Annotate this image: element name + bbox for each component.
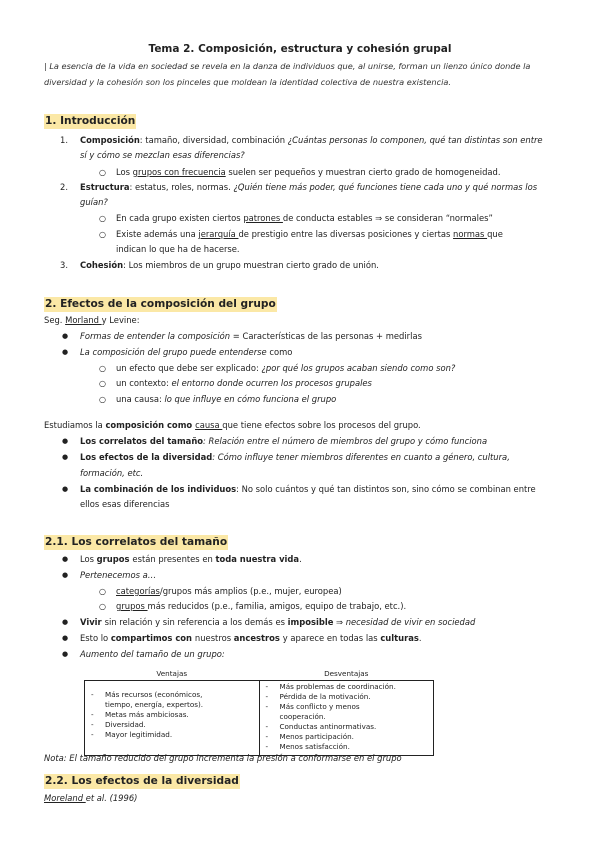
bullet-item: Los efectos de la diversidad: Cómo influye tener miembros diferentes en cuanto a género, cultura, [80, 452, 510, 462]
bullet: ● [62, 571, 69, 579]
desventaja-line: - Más problemas de coordinación. [265, 682, 396, 691]
intro-paragraph: | La esencia de la vida en sociedad se revela en la danza de individuos que, al unirse, forman un lienzo único donde la diversidad y la cohesión son los pinceles que moldean la identidad colectiva de nuestra existencia. [44, 61, 531, 87]
list-number: 3. [60, 260, 68, 270]
list-number: 2. [60, 182, 68, 192]
bullet-item: La combinación de los individuos: No solo cuántos y qué tan distintos son, sino cómo se combinan entre [80, 484, 536, 494]
bullet-item: La composición del grupo puede entenderse como [80, 347, 293, 357]
desventaja-line: - Pérdida de la motivación. [265, 692, 371, 701]
bullet-item: Formas de entender la composición = Características de las personas + medirlas [80, 331, 422, 341]
bullet: ● [62, 437, 69, 445]
section-2-heading: 2. Efectos de la composición del grupo [45, 298, 276, 310]
bullet-item: Esto lo compartimos con nuestros ancestros y aparece en todas las culturas. [80, 633, 422, 643]
sub-item: Existe además una jerarquía de prestigio entre las diversas posiciones y ciertas normas que [116, 229, 503, 239]
ventaja-line: - Más recursos (económicos, [91, 690, 203, 699]
bullet: ● [62, 650, 69, 658]
desventaja-line: - Menos participación. [265, 732, 354, 741]
circle-bullet: ○ [99, 168, 106, 177]
list-item-cohesion: Cohesión: Los miembros de un grupo muestran cierto grado de unión. [80, 260, 379, 270]
study-line: Estudiamos la composición como causa que tiene efectos sobre los procesos del grupo. [44, 420, 421, 430]
page-title: Tema 2. Composición, estructura y cohesión grupal [148, 43, 452, 55]
sub-item: Los grupos con frecuencia suelen ser pequeños y muestran cierto grado de homogeneidad. [116, 167, 501, 177]
note-line: Nota: El tamaño reducido del grupo incrementa la presión a conformarse en el grupo [44, 753, 402, 763]
bullet-item: Vivir sin relación y sin referencia a los demás es imposible ⇒ necesidad de vivir en sociedad [80, 617, 476, 627]
bullet-item-continuation: ellos esas diferencias [80, 499, 170, 509]
bullet: ● [62, 453, 69, 461]
list-item-estructura: Estructura: estatus, roles, normas. ¿Quién tiene más poder, qué funciones tiene cada uno y qué normas los guían? [80, 182, 538, 207]
reference-line: Moreland et al. (1996) [44, 793, 138, 803]
circle-bullet: ○ [99, 587, 106, 596]
ventaja-line: - Mayor legitimidad. [91, 730, 173, 739]
ventaja-line: - Metas más ambiciosas. [91, 710, 189, 719]
sub-item: En cada grupo existen ciertos patrones de conducta estables ⇒ se consideran “normales” [116, 213, 493, 223]
ventaja-line: tiempo, energía, expertos). [105, 700, 204, 709]
circle-bullet: ○ [99, 230, 106, 239]
advantages-disadvantages-table [84, 669, 434, 756]
sub-item: una causa: lo que influye en cómo funciona el grupo [116, 394, 337, 404]
ventajas-cell [85, 681, 260, 756]
bullet: ● [62, 485, 69, 493]
bullet: ● [62, 348, 69, 356]
desventajas-cell [259, 681, 434, 756]
circle-bullet: ○ [99, 395, 106, 404]
bullet: ● [62, 332, 69, 340]
section-1-heading: 1. Introducción [45, 115, 136, 127]
bullet: ● [62, 634, 69, 642]
bullet: ● [62, 555, 69, 563]
desventaja-line: - Más conflicto y menos [265, 702, 360, 711]
desventaja-line: - Conductas antinormativas. [265, 722, 377, 731]
table-header-ventajas: Ventajas [85, 669, 260, 681]
bullet-item-continuation: formación, etc. [80, 468, 144, 478]
circle-bullet: ○ [99, 379, 106, 388]
bullet-item: Pertenecemos a… [80, 570, 157, 580]
sub-item: grupos más reducidos (p.e., familia, amigos, equipo de trabajo, etc.). [116, 601, 407, 611]
sub-item-continuation: indican lo que ha de hacerse. [116, 244, 240, 254]
sub-item: categorías/grupos más amplios (p.e., mujer, europea) [116, 586, 342, 596]
bullet: ● [62, 618, 69, 626]
sub-item: un efecto que debe ser explicado: ¿por qué los grupos acaban siendo como son? [116, 363, 456, 373]
bullet-item: Los grupos están presentes en toda nuestra vida. [80, 554, 302, 564]
sub-item: un contexto: el entorno donde ocurren los procesos grupales [116, 378, 372, 388]
list-number: 1. [60, 135, 68, 145]
section-2-2-heading: 2.2. Los efectos de la diversidad [45, 775, 239, 787]
desventaja-line: - Menos satisfacción. [265, 742, 350, 751]
section-2-1-heading: 2.1. Los correlatos del tamaño [45, 536, 228, 548]
reference-line: Seg. Morland y Levine: [44, 315, 140, 325]
list-item-composicion: Composición: tamaño, diversidad, combinación ¿Cuántas personas lo componen, qué tan distintas son entre sí y cómo se mezclan esas diferencias? [80, 135, 543, 160]
ventaja-line: - Diversidad. [91, 720, 146, 729]
bullet-item: Aumento del tamaño de un grupo: [80, 649, 225, 659]
desventaja-line: cooperación. [279, 712, 326, 721]
table-header-desventajas: Desventajas [259, 669, 434, 681]
bullet-item: Los correlatos del tamaño: Relación entre el número de miembros del grupo y cómo funciona [80, 436, 488, 446]
circle-bullet: ○ [99, 602, 106, 611]
circle-bullet: ○ [99, 214, 106, 223]
circle-bullet: ○ [99, 364, 106, 373]
